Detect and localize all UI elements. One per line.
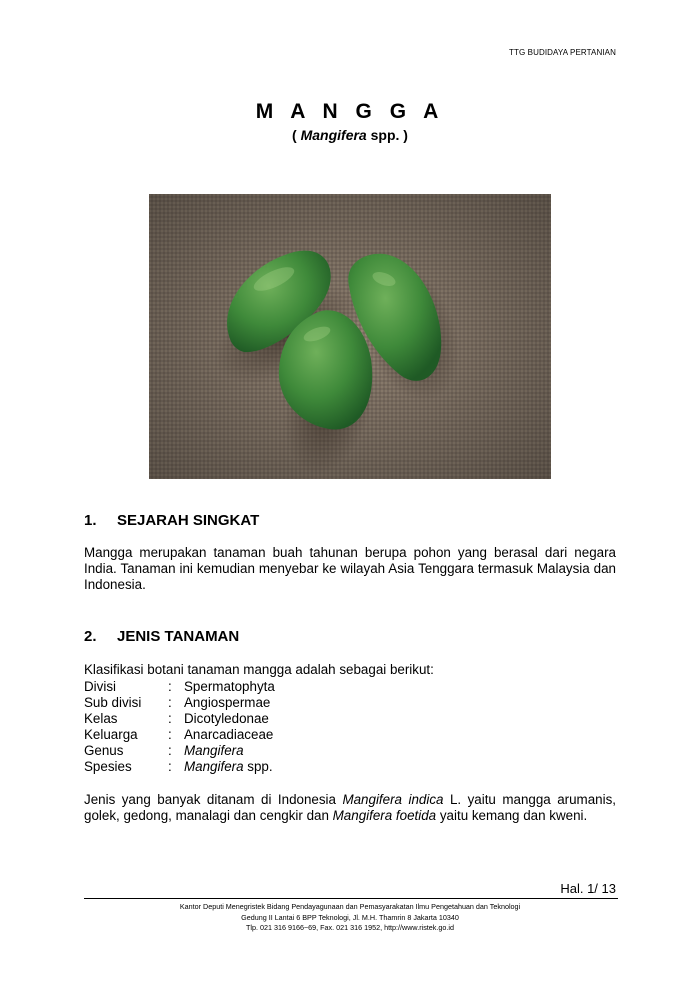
classification-intro: Klasifikasi botani tanaman mangga adalah sebagai berikut: — [84, 662, 434, 677]
varieties-species-2: Mangifera foetida — [332, 808, 437, 823]
classification-row — [84, 759, 275, 775]
section-1-heading — [84, 512, 259, 529]
classification-value-suffix: spp. — [243, 759, 273, 774]
classification-key: Kelas — [84, 711, 118, 726]
classification-colon: : — [168, 727, 172, 742]
section-1-title: SEJARAH SINGKAT — [117, 512, 260, 529]
footer-line-1: Kantor Deputi Menegristek Bidang Pendayagunaan dan Pemasyarakatan Ilmu Pengetahuan dan Teknologi — [179, 902, 521, 911]
footer-line-3: Tlp. 021 316 9166~69, Fax. 021 316 1952, http://www.ristek.go.id — [246, 923, 454, 932]
classification-value — [184, 743, 244, 759]
section-2-number: 2. — [84, 628, 97, 645]
subtitle-open: ( — [292, 127, 301, 143]
classification-colon: : — [168, 695, 172, 710]
classification-value — [184, 759, 273, 775]
classification-key: Spesies — [84, 759, 132, 774]
section-1-paragraph: Mangga merupakan tanaman buah tahunan berupa pohon yang berasal dari negara India. Tanaman ini kemudian menyebar ke wilayah Asia Tenggara termasuk Malaysia dan Indonesia. — [84, 545, 616, 592]
classification-value: Angiospermae — [184, 695, 271, 710]
classification-value-italic: Mangifera — [184, 743, 244, 758]
varieties-text-3: yaitu kemang dan kweni. — [436, 808, 588, 823]
varieties-text-2: L. yaitu mangga arumanis, golek, gedong, manalagi dan cengkir dan — [84, 792, 616, 823]
classification-colon: : — [168, 711, 172, 726]
classification-row — [84, 743, 275, 759]
classification-colon: : — [168, 743, 172, 758]
classification-row — [84, 727, 275, 743]
footer — [0, 902, 700, 934]
classification-colon: : — [168, 679, 172, 694]
footer-divider — [84, 898, 618, 899]
subtitle-genus: Mangifera — [300, 127, 367, 143]
header-label: TTG BUDIDAYA PERTANIAN — [509, 48, 616, 57]
document-title: M A N G G A — [255, 100, 445, 123]
varieties-text-1: Jenis yang banyak ditanam di Indonesia — [84, 792, 343, 807]
footer-line-2: Gedung II Lantai 6 BPP Teknologi, Jl. M.H. Thamrin 8 Jakarta 10340 — [241, 912, 459, 922]
classification-value: Dicotyledonae — [184, 711, 269, 726]
classification-key: Divisi — [84, 679, 116, 694]
section-1-number: 1. — [84, 512, 97, 529]
classification-key: Sub divisi — [84, 695, 142, 710]
page-number: Hal. 1/ 13 — [560, 881, 616, 896]
classification-key: Genus — [84, 743, 124, 758]
classification-row — [84, 695, 275, 711]
varieties-species-1: Mangifera indica — [342, 792, 444, 807]
classification-value: Spermatophyta — [184, 679, 275, 694]
document-subtitle — [0, 127, 700, 143]
varieties-paragraph — [84, 792, 616, 824]
section-2-heading — [84, 628, 239, 645]
section-2-title: JENIS TANAMAN — [117, 628, 240, 645]
classification-value-italic: Mangifera — [184, 759, 244, 774]
classification-colon: : — [168, 759, 172, 774]
mango-photo — [149, 194, 551, 479]
classification-value: Anarcadiaceae — [184, 727, 274, 742]
classification-table — [84, 679, 275, 775]
classification-key: Keluarga — [84, 727, 138, 742]
classification-row — [84, 711, 275, 727]
subtitle-rest: spp. ) — [366, 127, 408, 143]
classification-row — [84, 679, 275, 695]
